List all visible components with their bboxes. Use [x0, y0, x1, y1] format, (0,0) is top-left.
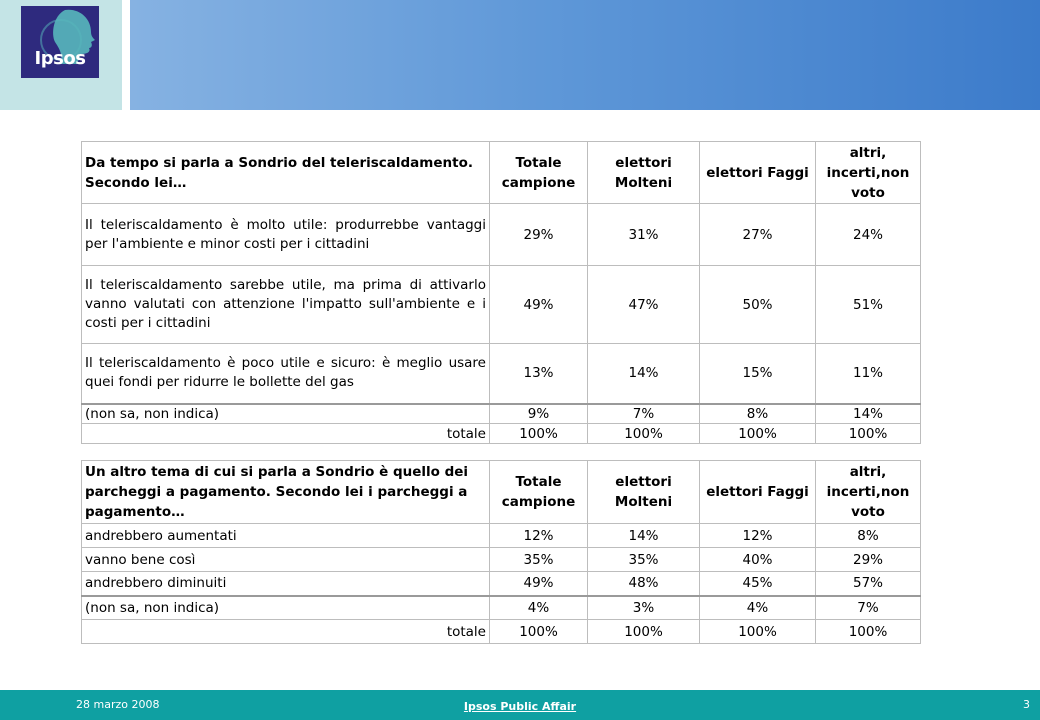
cell-value: 4% — [700, 596, 816, 620]
cell-value: 3% — [588, 596, 700, 620]
row-label: andrebbero diminuiti — [82, 572, 490, 596]
total-value: 100% — [700, 620, 816, 644]
footer-date: 28 marzo 2008 — [76, 698, 160, 711]
cell-value: 29% — [816, 548, 921, 572]
cell-value: 31% — [588, 204, 700, 266]
row-label: Il teleriscaldamento sarebbe utile, ma prima di attivarlo vanno valutati con attenzione l'impatto sull'ambiente e i costi per i cittadini — [82, 266, 490, 344]
slide-footer — [0, 690, 1040, 720]
cell-value: 12% — [490, 524, 588, 548]
table-row — [82, 572, 921, 596]
column-header: elettori Faggi — [700, 142, 816, 204]
parcheggi-table — [81, 460, 921, 644]
cell-value: 40% — [700, 548, 816, 572]
total-row — [82, 424, 921, 444]
total-value: 100% — [588, 620, 700, 644]
cell-value: 14% — [816, 404, 921, 424]
row-label: (non sa, non indica) — [82, 596, 490, 620]
ipsos-logo — [21, 6, 99, 78]
row-label: andrebbero aumentati — [82, 524, 490, 548]
cell-value: 49% — [490, 572, 588, 596]
table-header-row — [82, 461, 921, 524]
total-value: 100% — [700, 424, 816, 444]
row-label: Il teleriscaldamento è poco utile e sicuro: è meglio usare quei fondi per ridurre le bollette del gas — [82, 344, 490, 404]
total-label: totale — [82, 424, 490, 444]
cell-value: 14% — [588, 344, 700, 404]
table-row — [82, 596, 921, 620]
total-row — [82, 620, 921, 644]
cell-value: 14% — [588, 524, 700, 548]
total-label: totale — [82, 620, 490, 644]
cell-value: 49% — [490, 266, 588, 344]
column-header: Totale campione — [490, 142, 588, 204]
question-text: Un altro tema di cui si parla a Sondrio è quello dei parcheggi a pagamento. Secondo lei i parcheggi a pagamento… — [82, 461, 490, 524]
cell-value: 35% — [490, 548, 588, 572]
total-value: 100% — [816, 620, 921, 644]
table-row — [82, 404, 921, 424]
table-row — [82, 548, 921, 572]
table-row — [82, 524, 921, 548]
logo-text: Ipsos — [34, 48, 86, 69]
column-header: elettori Molteni — [588, 461, 700, 524]
cell-value: 9% — [490, 404, 588, 424]
cell-value: 24% — [816, 204, 921, 266]
column-header: altri, incerti,non voto — [816, 461, 921, 524]
cell-value: 15% — [700, 344, 816, 404]
cell-value: 7% — [816, 596, 921, 620]
cell-value: 45% — [700, 572, 816, 596]
total-value: 100% — [588, 424, 700, 444]
header-left-panel — [0, 0, 122, 110]
row-label: vanno bene così — [82, 548, 490, 572]
total-value: 100% — [816, 424, 921, 444]
column-header: elettori Molteni — [588, 142, 700, 204]
cell-value: 50% — [700, 266, 816, 344]
cell-value: 11% — [816, 344, 921, 404]
row-label: Il teleriscaldamento è molto utile: produrrebbe vantaggi per l'ambiente e minor costi per i cittadini — [82, 204, 490, 266]
cell-value: 12% — [700, 524, 816, 548]
question-text: Da tempo si parla a Sondrio del teleriscaldamento. Secondo lei… — [82, 142, 490, 204]
column-header: Totale campione — [490, 461, 588, 524]
cell-value: 8% — [700, 404, 816, 424]
cell-value: 8% — [816, 524, 921, 548]
row-label: (non sa, non indica) — [82, 404, 490, 424]
cell-value: 4% — [490, 596, 588, 620]
cell-value: 35% — [588, 548, 700, 572]
total-value: 100% — [490, 620, 588, 644]
cell-value: 47% — [588, 266, 700, 344]
cell-value: 48% — [588, 572, 700, 596]
header-separator — [122, 0, 130, 110]
table-row — [82, 344, 921, 404]
cell-value: 29% — [490, 204, 588, 266]
table-row — [82, 204, 921, 266]
slide-header — [0, 0, 1040, 110]
teleriscaldamento-table — [81, 141, 921, 444]
footer-link[interactable]: Ipsos Public Affair — [463, 700, 577, 713]
column-header: elettori Faggi — [700, 461, 816, 524]
page-number: 3 — [1023, 698, 1030, 711]
column-header: altri, incerti,non voto — [816, 142, 921, 204]
cell-value: 13% — [490, 344, 588, 404]
cell-value: 7% — [588, 404, 700, 424]
total-value: 100% — [490, 424, 588, 444]
table-row — [82, 266, 921, 344]
table-header-row — [82, 142, 921, 204]
cell-value: 51% — [816, 266, 921, 344]
cell-value: 57% — [816, 572, 921, 596]
cell-value: 27% — [700, 204, 816, 266]
header-gradient-band — [130, 0, 1040, 110]
